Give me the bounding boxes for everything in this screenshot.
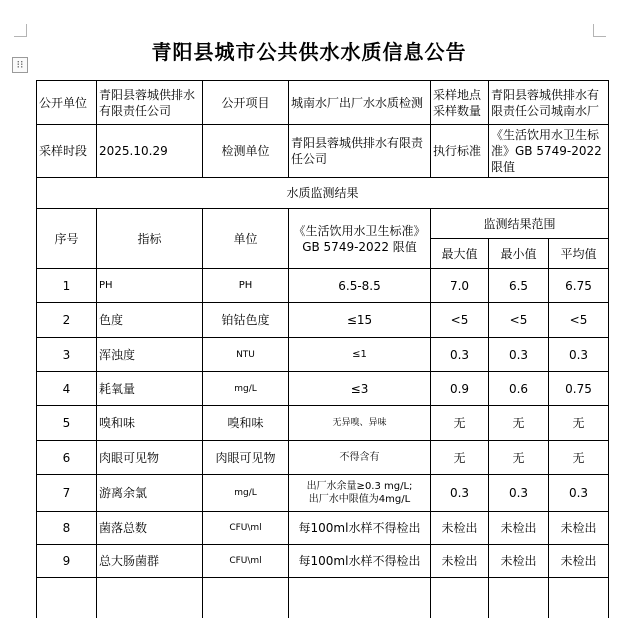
- water-quality-table: [36, 80, 609, 618]
- table-row: [37, 338, 609, 372]
- row-limit-line2: 出厂水中限值为4mg/L: [308, 494, 411, 505]
- project-value: 城南水厂出厂水水质检测: [289, 81, 431, 125]
- row-avg: 0.3: [549, 475, 609, 512]
- table-row: [37, 372, 609, 406]
- row-max: 未检出: [431, 512, 489, 545]
- row-min: 未检出: [489, 545, 549, 578]
- empty-cell: [203, 578, 289, 618]
- sample-site-label: 采样地点采样数量: [431, 81, 489, 125]
- row-max: <5: [431, 303, 489, 338]
- row-unit: NTU: [203, 338, 289, 372]
- row-indicator: PH: [97, 269, 203, 303]
- row-seq: 7: [37, 475, 97, 512]
- row-min: 0.3: [489, 338, 549, 372]
- row-max: 0.9: [431, 372, 489, 406]
- row-limit: ≤3: [289, 372, 431, 406]
- info-row-1: [37, 81, 609, 125]
- row-avg: 未检出: [549, 512, 609, 545]
- row-max: 未检出: [431, 545, 489, 578]
- row-unit: mg/L: [203, 475, 289, 512]
- row-max: 无: [431, 406, 489, 441]
- row-indicator: 嗅和味: [97, 406, 203, 441]
- row-unit: CFU\ml: [203, 512, 289, 545]
- row-seq: 2: [37, 303, 97, 338]
- row-min: <5: [489, 303, 549, 338]
- row-avg: <5: [549, 303, 609, 338]
- table-row-empty: [37, 578, 609, 618]
- publisher-label: 公开单位: [37, 81, 97, 125]
- table-row: [37, 475, 609, 512]
- row-unit: CFU\ml: [203, 545, 289, 578]
- sample-date-value: 2025.10.29: [97, 125, 203, 178]
- row-avg: 0.75: [549, 372, 609, 406]
- col-unit-header: 单位: [203, 209, 289, 269]
- row-unit: mg/L: [203, 372, 289, 406]
- sample-site-value: 青阳县蓉城供排水有限责任公司城南水厂: [489, 81, 609, 125]
- row-limit: [289, 475, 431, 512]
- info-row-2: [37, 125, 609, 178]
- table-row: [37, 441, 609, 475]
- row-seq: 1: [37, 269, 97, 303]
- row-avg: 无: [549, 441, 609, 475]
- row-avg: 未检出: [549, 545, 609, 578]
- row-indicator: 肉眼可见物: [97, 441, 203, 475]
- row-limit-line1: 出厂水余量≥0.3 mg/L;: [306, 481, 413, 492]
- empty-cell: [431, 578, 489, 618]
- row-limit: 不得含有: [289, 441, 431, 475]
- empty-cell: [489, 578, 549, 618]
- row-max: 0.3: [431, 475, 489, 512]
- row-unit: 铂钴色度: [203, 303, 289, 338]
- row-limit: ≤1: [289, 338, 431, 372]
- table-move-handle-icon[interactable]: ⁝⁝: [12, 57, 28, 73]
- row-limit: ≤15: [289, 303, 431, 338]
- empty-cell: [97, 578, 203, 618]
- row-max: 无: [431, 441, 489, 475]
- table-row: [37, 512, 609, 545]
- row-avg: 0.3: [549, 338, 609, 372]
- row-min: 6.5: [489, 269, 549, 303]
- col-max-header: 最大值: [431, 239, 489, 269]
- row-limit: 每100ml水样不得检出: [289, 512, 431, 545]
- standard-label: 执行标准: [431, 125, 489, 178]
- row-min: 无: [489, 406, 549, 441]
- row-min: 无: [489, 441, 549, 475]
- page-title: 青阳县城市公共供水水质信息公告: [151, 40, 467, 64]
- row-avg: 无: [549, 406, 609, 441]
- row-min: 未检出: [489, 512, 549, 545]
- lab-label: 检测单位: [203, 125, 289, 178]
- col-limit-header: 《生活饮用水卫生标准》GB 5749-2022 限值: [289, 209, 431, 269]
- empty-cell: [549, 578, 609, 618]
- col-range-header: 监测结果范围: [431, 209, 609, 239]
- table-row: [37, 545, 609, 578]
- header-row-1: [37, 209, 609, 239]
- table-row: [37, 269, 609, 303]
- publisher-value: 青阳县蓉城供排水有限责任公司: [97, 81, 203, 125]
- section-title: 水质监测结果: [37, 178, 609, 209]
- row-indicator: 菌落总数: [97, 512, 203, 545]
- row-max: 0.3: [431, 338, 489, 372]
- sample-date-label: 采样时段: [37, 125, 97, 178]
- row-unit: PH: [203, 269, 289, 303]
- row-limit: 每100ml水样不得检出: [289, 545, 431, 578]
- row-seq: 4: [37, 372, 97, 406]
- row-max: 7.0: [431, 269, 489, 303]
- row-seq: 6: [37, 441, 97, 475]
- row-limit: 6.5-8.5: [289, 269, 431, 303]
- row-seq: 8: [37, 512, 97, 545]
- empty-cell: [37, 578, 97, 618]
- standard-value: 《生活饮用水卫生标准》GB 5749-2022 限值: [489, 125, 609, 178]
- section-title-row: [37, 178, 609, 209]
- row-indicator: 耗氧量: [97, 372, 203, 406]
- row-indicator: 总大肠菌群: [97, 545, 203, 578]
- row-seq: 3: [37, 338, 97, 372]
- row-avg: 6.75: [549, 269, 609, 303]
- col-indicator-header: 指标: [97, 209, 203, 269]
- table-row: [37, 406, 609, 441]
- table-row: [37, 303, 609, 338]
- row-unit: 嗅和味: [203, 406, 289, 441]
- project-label: 公开项目: [203, 81, 289, 125]
- row-indicator: 浑浊度: [97, 338, 203, 372]
- row-seq: 9: [37, 545, 97, 578]
- col-seq-header: 序号: [37, 209, 97, 269]
- row-seq: 5: [37, 406, 97, 441]
- row-indicator: 色度: [97, 303, 203, 338]
- row-indicator: 游离余氯: [97, 475, 203, 512]
- lab-value: 青阳县蓉城供排水有限责任公司: [289, 125, 431, 178]
- row-unit: 肉眼可见物: [203, 441, 289, 475]
- empty-cell: [289, 578, 431, 618]
- row-min: 0.6: [489, 372, 549, 406]
- col-min-header: 最小值: [489, 239, 549, 269]
- row-limit: 无异嗅、异味: [289, 406, 431, 441]
- col-avg-header: 平均值: [549, 239, 609, 269]
- row-min: 0.3: [489, 475, 549, 512]
